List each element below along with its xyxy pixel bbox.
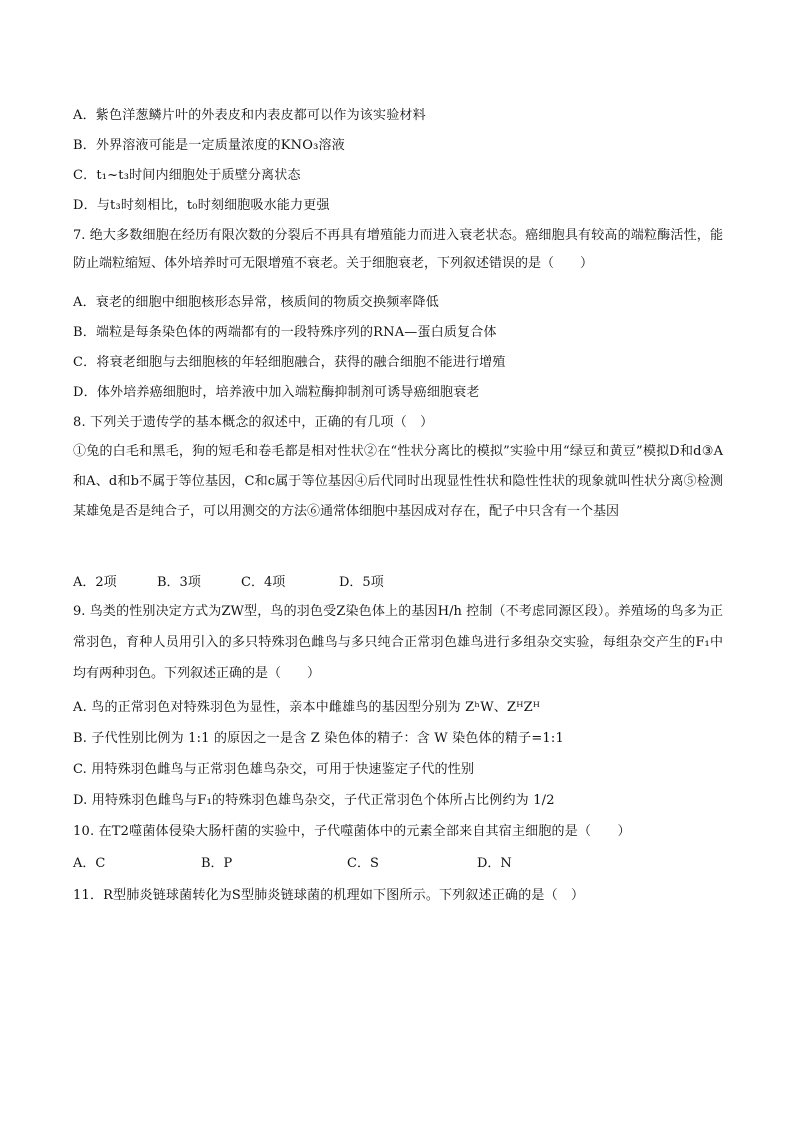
q10-option-b: B．P: [201, 856, 233, 871]
q7-option-a: A．衰老的细胞中细胞核形态异常，核质间的物质交换频率降低: [73, 295, 439, 310]
q10-stem: 10. 在T2噬菌体侵染大肠杆菌的实验中，子代噬菌体中的元素全部来自其宿主细胞的是（ ）: [73, 824, 631, 839]
q6-option-c: C．t₁~t₃时间内细胞处于质壁分离状态: [73, 168, 301, 183]
q9-option-c: C. 用特殊羽色雌鸟与正常羽色雄鸟杂交，可用于快速鉴定子代的性别: [73, 762, 475, 777]
q9-option-d: D. 用特殊羽色雌鸟与F₁的特殊羽色雄鸟杂交，子代正常羽色个体所占比例约为 1/2: [73, 793, 555, 808]
q8-option-c: C．4项: [241, 575, 286, 590]
q10-option-c: C．S: [347, 856, 379, 871]
q8-stem: 8. 下列关于遗传学的基本概念的叙述中，正确的有几项（ ）: [73, 415, 434, 430]
q10-options: [73, 852, 512, 871]
q8-option-d: D．5项: [339, 575, 384, 590]
q8-option-b: B．3项: [157, 575, 201, 590]
q6-option-a: A．紫色洋葱鳞片叶的外表皮和内表皮都可以作为该实验材料: [73, 108, 426, 123]
q9-option-b: B. 子代性别比例为 1:1 的原因之一是含 Z 染色体的精子：含 W 染色体的精子=1:1: [73, 731, 564, 746]
q7-option-b: B．端粒是每条染色体的两端都有的一段特殊序列的RNA—蛋白质复合体: [73, 325, 497, 340]
q8-options: [73, 571, 384, 590]
q10-option-d: D．N: [477, 856, 512, 871]
q7-option-d: D．体外培养癌细胞时，培养液中加入端粒酶抑制剂可诱导癌细胞衰老: [73, 385, 480, 400]
q11-stem: 11．R型肺炎链球菌转化为S型肺炎链球菌的机理如下图所示。下列叙述正确的是（ ）: [73, 888, 585, 903]
q6-option-b: B．外界溶液可能是一定质量浓度的KNO₃溶液: [73, 138, 345, 153]
q9-stem: 9. 鸟类的性别决定方式为ZW型，鸟的羽色受Z染色体上的基因H/h 控制（不考虑同源区段）。养殖场的鸟多为正常羽色，育种人员用引入的多只特殊羽色雌鸟与多只纯合正常羽色雄鸟进行多组杂交实验，每组杂交产生的F₁中均有两种羽色。下列叙述正确的是（ ）: [73, 604, 723, 681]
q7-option-c: C．将衰老细胞与去细胞核的年轻细胞融合，获得的融合细胞不能进行增殖: [73, 355, 506, 370]
q6-option-d: D．与t₃时刻相比，t₀时刻细胞吸水能力更强: [73, 198, 330, 213]
q8-option-a: A．2项: [73, 575, 117, 590]
q8-statements: ①兔的白毛和黑毛，狗的短毛和卷毛都是相对性状②在“性状分离比的模拟”实验中用“绿豆和黄豆”模拟D和d③A和A、d和b不属于等位基因，C和c属于等位基因④后代同时出现显性性状和隐性性状的现象就叫性状分离⑤检测某雄兔是否是纯合子，可以用测交的方法⑥通常体细胞中基因成对存在，配子中只含有一个基因: [73, 444, 723, 519]
q7-stem: 7. 绝大多数细胞在经历有限次数的分裂后不再具有增殖能力而进入衰老状态。癌细胞具有较高的端粒酶活性，能防止端粒缩短、体外培养时可无限增殖不衰老。关于细胞衰老，下列叙述错误的是（ ）: [73, 228, 723, 271]
q10-option-a: A．C: [73, 856, 106, 871]
q9-option-a: A. 鸟的正常羽色对特殊羽色为显性，亲本中雌雄鸟的基因型分别为 ZʰW、ZᴴZᴴ: [73, 700, 541, 715]
